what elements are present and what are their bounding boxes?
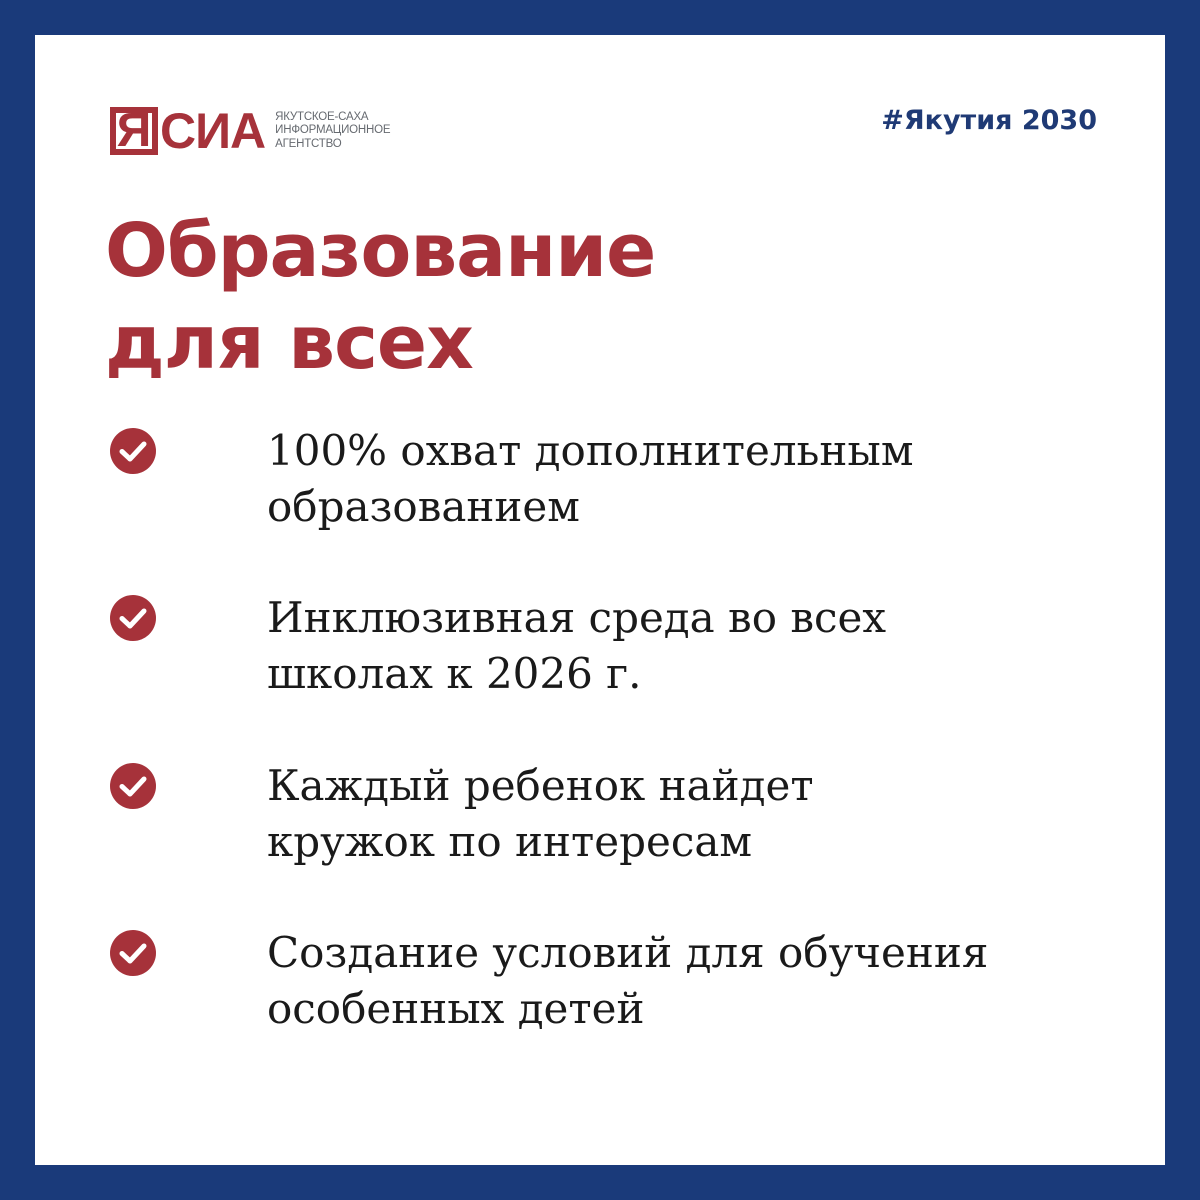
logo-caption-line: АГЕНТСТВО xyxy=(275,137,342,150)
logo-mark xyxy=(110,104,158,157)
content-card xyxy=(35,35,1165,1165)
page-title xyxy=(105,205,655,389)
list-item-text xyxy=(267,925,988,1037)
check-circle-icon xyxy=(110,428,156,474)
title-line: Образование xyxy=(105,208,656,294)
list-item-line: образованием xyxy=(267,482,580,531)
list-item-line: Каждый ребенок найдет xyxy=(267,761,814,810)
list-item xyxy=(110,423,1010,543)
list-item-line: Инклюзивная среда во всех xyxy=(267,593,887,642)
logo-mark-letter: Я xyxy=(116,104,152,157)
logo-caption xyxy=(275,111,390,152)
list-item xyxy=(110,758,1010,878)
check-circle-icon xyxy=(110,595,156,641)
logo-word: СИА xyxy=(160,103,266,159)
ysia-logo xyxy=(110,105,390,157)
list-item xyxy=(110,590,1010,710)
list-item-text xyxy=(267,758,814,870)
logo-caption-line: ЯКУТСКОЕ-САХА xyxy=(275,110,369,123)
list-item-line: 100% охват дополнительным xyxy=(267,426,914,475)
list-item-line: школах к 2026 г. xyxy=(267,649,642,698)
logo-caption-line: ИНФОРМАЦИОННОЕ xyxy=(275,124,391,137)
list-item-line: кружок по интересам xyxy=(267,817,753,866)
title-line: для всех xyxy=(105,300,473,386)
list-item xyxy=(110,925,1010,1045)
check-circle-icon xyxy=(110,763,156,809)
list-item-line: Создание условий для обучения xyxy=(267,928,989,977)
list-item-text xyxy=(267,423,914,535)
list-item-line: особенных детей xyxy=(267,984,645,1033)
hashtag: #Якутия 2030 xyxy=(881,105,1097,136)
check-circle-icon xyxy=(110,930,156,976)
list-item-text xyxy=(267,590,886,702)
